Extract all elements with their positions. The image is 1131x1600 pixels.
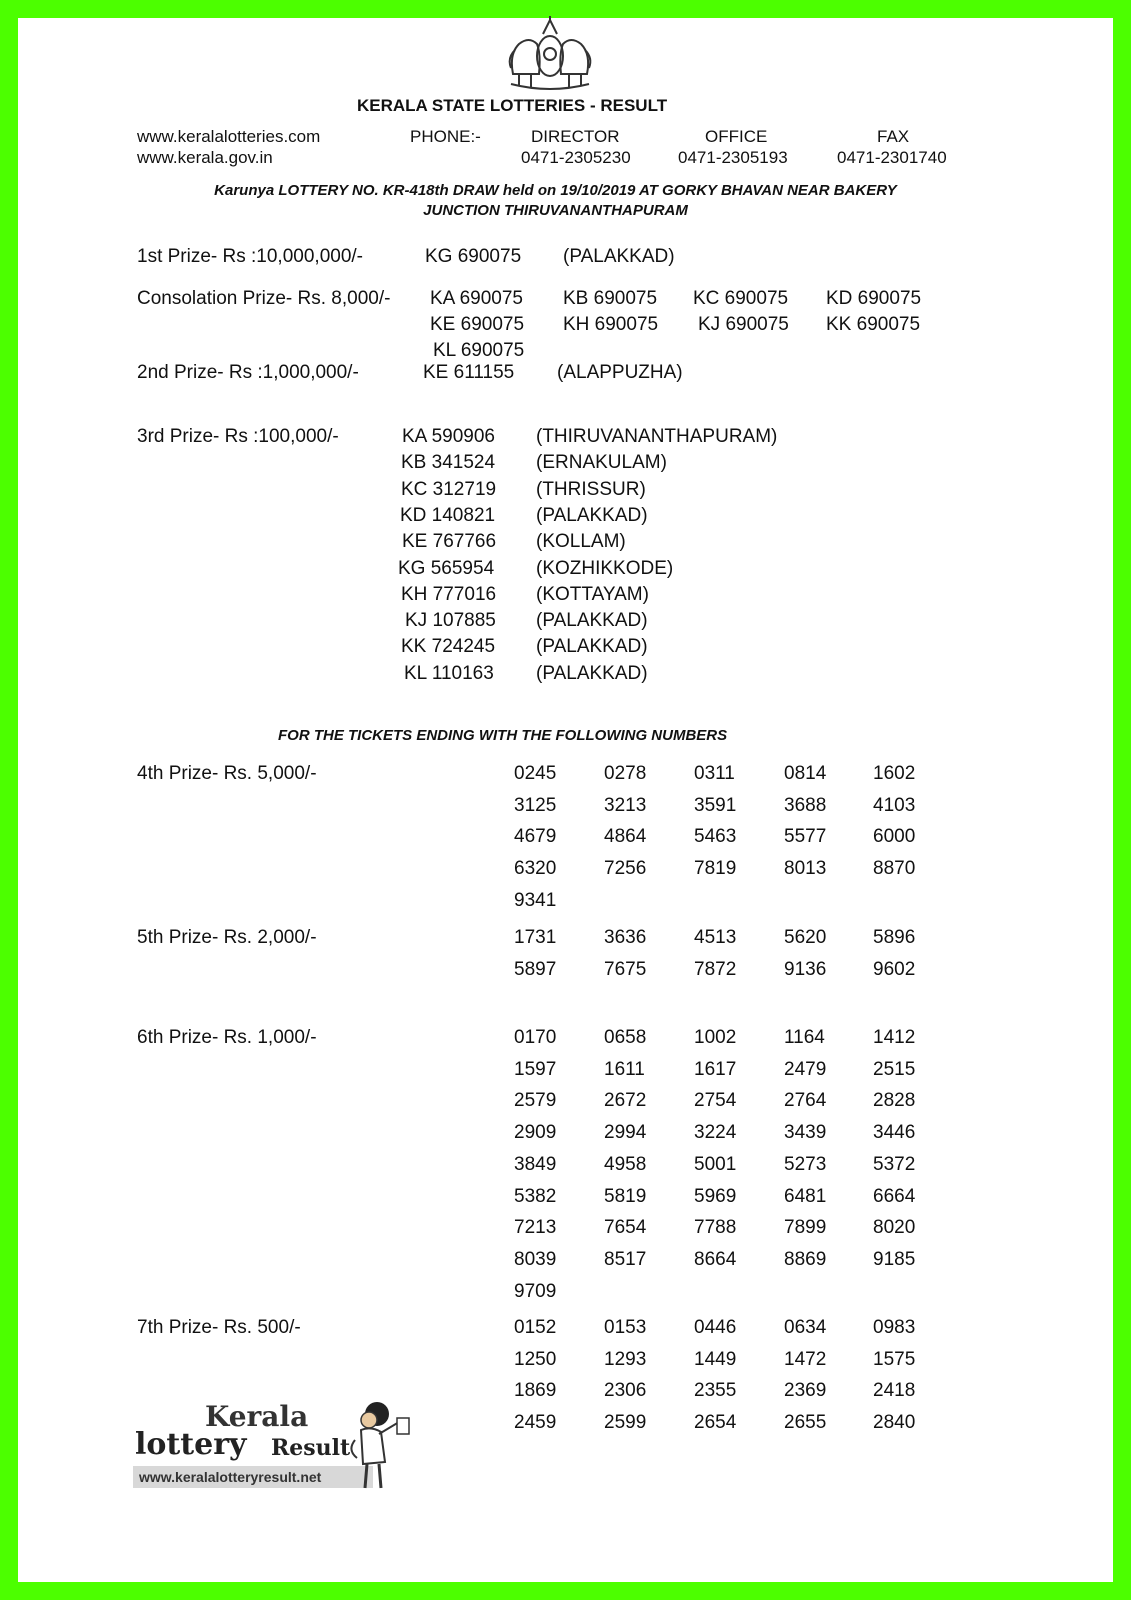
sixth-prize-number: 0658 [604, 1027, 647, 1048]
third-prize-place: (KOLLAM) [536, 531, 626, 553]
seventh-prize-number: 0634 [784, 1317, 827, 1338]
third-prize-place: (PALAKKAD) [536, 636, 648, 658]
sixth-prize-number: 6664 [873, 1185, 916, 1207]
third-prize-place: (PALAKKAD) [536, 662, 648, 684]
second-prize-label: 2nd Prize- Rs :1,000,000/- [137, 362, 359, 383]
first-prize-label: 1st Prize- Rs :10,000,000/- [137, 246, 363, 267]
fifth-prize-label: 5th Prize- Rs. 2,000/- [137, 927, 317, 948]
seventh-prize-number: 2355 [694, 1380, 737, 1402]
third-prize-ticket: KK 724245 [401, 636, 496, 658]
seventh-prize-number: 2654 [694, 1412, 737, 1434]
sixth-prize-number: 9185 [873, 1248, 916, 1270]
logo-word-result: Result [271, 1435, 351, 1461]
fifth-prize-number: 5896 [873, 927, 916, 948]
sixth-prize-number: 5382 [514, 1185, 557, 1207]
sixth-prize-number: 0170 [514, 1027, 557, 1048]
seventh-prize-number: 2840 [873, 1412, 916, 1434]
logo-word-lottery: lottery [135, 1427, 247, 1462]
logo-word-kerala: Kerala [205, 1400, 309, 1433]
seventh-prize-number: 1293 [604, 1348, 647, 1370]
sixth-prize-number: 1617 [694, 1058, 737, 1080]
fourth-prize-number: 6000 [873, 826, 916, 848]
fourth-prize-number: 0245 [514, 763, 557, 784]
page-title: KERALA STATE LOTTERIES - RESULT [357, 96, 668, 115]
kerala-state-emblem-icon [505, 14, 595, 96]
consolation-ticket: KB 690075 [563, 288, 658, 309]
sixth-prize-number: 8664 [694, 1248, 737, 1270]
fifth-prize-number: 5897 [514, 958, 557, 980]
third-prize-ticket: KJ 107885 [405, 610, 496, 632]
sixth-prize-number: 8020 [873, 1217, 916, 1239]
sixth-prize-number: 5819 [604, 1185, 647, 1207]
sixth-prize-number: 3439 [784, 1122, 827, 1144]
fourth-prize-number: 5463 [694, 826, 737, 848]
fourth-prize-number: 3591 [694, 794, 737, 816]
logo-url: www.keralalotteryresult.net [133, 1466, 373, 1488]
third-prize-ticket: KD 140821 [400, 504, 496, 526]
consolation-ticket: KD 690075 [826, 288, 922, 309]
third-prize-place: (PALAKKAD) [536, 610, 648, 632]
fifth-prize-number: 7675 [604, 958, 647, 980]
third-prize-ticket: KE 767766 [402, 531, 497, 553]
fax-label: FAX [877, 127, 910, 146]
third-prize-ticket: KA 590906 [402, 426, 495, 447]
seventh-prize-number: 2369 [784, 1380, 827, 1402]
seventh-prize-number: 0152 [514, 1317, 557, 1338]
consolation-ticket: KJ 690075 [698, 314, 789, 335]
seventh-prize-number: 0153 [604, 1317, 647, 1338]
seventh-prize-number: 2655 [784, 1412, 827, 1434]
sixth-prize-number: 5273 [784, 1153, 827, 1175]
sixth-prize-number: 2672 [604, 1090, 647, 1112]
seventh-prize-number: 1869 [514, 1380, 557, 1402]
fifth-prize-number: 9602 [873, 958, 916, 980]
sixth-prize-number: 5969 [694, 1185, 737, 1207]
third-prize-ticket: KL 110163 [404, 662, 494, 684]
sixth-prize-number: 2764 [784, 1090, 827, 1112]
third-prize-ticket: KG 565954 [398, 557, 495, 579]
kerala-lottery-result-logo [133, 1400, 423, 1492]
sixth-prize-number: 5372 [873, 1153, 916, 1175]
draw-info-line1: Karunya LOTTERY NO. KR-418th DRAW held on 19/10/2019 AT GORKY BHAVAN NEAR BAKERY [214, 182, 897, 199]
consolation-ticket: KE 690075 [430, 314, 525, 335]
fourth-prize-number: 0311 [694, 763, 735, 784]
sixth-prize-number: 2909 [514, 1122, 557, 1144]
fourth-prize-number: 9341 [514, 889, 557, 911]
seventh-prize-number: 2599 [604, 1412, 647, 1434]
phone-label: PHONE:- [410, 127, 481, 146]
sixth-prize-number: 4958 [604, 1153, 647, 1175]
sixth-prize-number: 7788 [694, 1217, 737, 1239]
fourth-prize-number: 3213 [604, 794, 647, 816]
consolation-ticket: KC 690075 [693, 288, 789, 309]
consolation-ticket: KA 690075 [430, 288, 523, 309]
seventh-prize-number: 2306 [604, 1380, 647, 1402]
director-phone: 0471-2305230 [521, 148, 631, 167]
sixth-prize-number: 1412 [873, 1027, 916, 1048]
sixth-prize-number: 1002 [694, 1027, 737, 1048]
fifth-prize-number: 4513 [694, 927, 737, 948]
fourth-prize-number: 3125 [514, 794, 557, 816]
director-label: DIRECTOR [531, 127, 620, 146]
draw-info-line2: JUNCTION THIRUVANANTHAPURAM [423, 202, 688, 219]
sixth-prize-number: 8039 [514, 1248, 557, 1270]
sixth-prize-number: 1597 [514, 1058, 557, 1080]
fifth-prize-number: 5620 [784, 927, 827, 948]
third-prize-ticket: KH 777016 [401, 583, 497, 605]
fourth-prize-number: 8870 [873, 858, 916, 880]
seventh-prize-number: 1575 [873, 1348, 916, 1370]
second-prize-place: (ALAPPUZHA) [557, 362, 683, 383]
fourth-prize-number: 7819 [694, 858, 737, 880]
fourth-prize-number: 5577 [784, 826, 827, 848]
sixth-prize-number: 2515 [873, 1058, 916, 1080]
third-prize-place: (KOZHIKKODE) [536, 557, 674, 579]
sixth-prize-number: 9709 [514, 1280, 557, 1302]
first-prize-ticket: KG 690075 [425, 246, 522, 267]
third-prize-ticket: KC 312719 [401, 478, 497, 500]
website-link-1[interactable]: www.keralalotteries.com [137, 127, 321, 146]
website-link-2[interactable]: www.kerala.gov.in [137, 148, 273, 167]
fourth-prize-number: 8013 [784, 858, 827, 880]
fifth-prize-number: 3636 [604, 927, 647, 948]
fourth-prize-number: 7256 [604, 858, 647, 880]
sixth-prize-number: 2994 [604, 1122, 647, 1144]
lottery-seller-figure-icon [349, 1400, 419, 1492]
sixth-prize-number: 3849 [514, 1153, 557, 1175]
ending-numbers-note: FOR THE TICKETS ENDING WITH THE FOLLOWING NUMBERS [278, 727, 728, 744]
seventh-prize-number: 2418 [873, 1380, 916, 1402]
consolation-ticket: KL 690075 [433, 340, 525, 361]
sixth-prize-number: 7213 [514, 1217, 557, 1239]
third-prize-place: (THIRUVANANTHAPURAM) [536, 426, 778, 447]
sixth-prize-number: 2479 [784, 1058, 827, 1080]
consolation-ticket: KH 690075 [563, 314, 659, 335]
seventh-prize-number: 1449 [694, 1348, 737, 1370]
sixth-prize-number: 2579 [514, 1090, 557, 1112]
third-prize-place: (THRISSUR) [536, 478, 646, 500]
fifth-prize-number: 9136 [784, 958, 827, 980]
seventh-prize-number: 1250 [514, 1348, 557, 1370]
second-prize-ticket: KE 611155 [423, 362, 515, 383]
sixth-prize-number: 8517 [604, 1248, 647, 1270]
fourth-prize-number: 4864 [604, 826, 647, 848]
sixth-prize-number: 7654 [604, 1217, 647, 1239]
sixth-prize-number: 6481 [784, 1185, 827, 1207]
fourth-prize-number: 4103 [873, 794, 916, 816]
fourth-prize-number: 3688 [784, 794, 827, 816]
fax-phone: 0471-2301740 [837, 148, 947, 167]
consolation-prize-label: Consolation Prize- Rs. 8,000/- [137, 288, 391, 309]
sixth-prize-number: 8869 [784, 1248, 827, 1270]
seventh-prize-label: 7th Prize- Rs. 500/- [137, 1317, 301, 1338]
sixth-prize-number: 3224 [694, 1122, 737, 1144]
sixth-prize-number: 2754 [694, 1090, 737, 1112]
sixth-prize-number: 5001 [694, 1153, 737, 1175]
fourth-prize-number: 1602 [873, 763, 916, 784]
sixth-prize-number: 3446 [873, 1122, 916, 1144]
seventh-prize-number: 1472 [784, 1348, 827, 1370]
third-prize-ticket: KB 341524 [401, 452, 496, 474]
seventh-prize-number: 2459 [514, 1412, 557, 1434]
sixth-prize-number: 7899 [784, 1217, 827, 1239]
sixth-prize-number: 1164 [784, 1027, 825, 1048]
first-prize-place: (PALAKKAD) [563, 246, 675, 267]
third-prize-place: (ERNAKULAM) [536, 452, 667, 474]
fourth-prize-number: 4679 [514, 826, 557, 848]
fourth-prize-number: 0814 [784, 763, 827, 784]
fourth-prize-number: 6320 [514, 858, 557, 880]
sixth-prize-number: 1611 [604, 1058, 645, 1080]
office-phone: 0471-2305193 [678, 148, 788, 167]
third-prize-place: (KOTTAYAM) [536, 583, 649, 605]
third-prize-label: 3rd Prize- Rs :100,000/- [137, 426, 339, 447]
seventh-prize-number: 0983 [873, 1317, 916, 1338]
fourth-prize-number: 0278 [604, 763, 647, 784]
third-prize-place: (PALAKKAD) [536, 504, 648, 526]
fourth-prize-label: 4th Prize- Rs. 5,000/- [137, 763, 317, 784]
sixth-prize-label: 6th Prize- Rs. 1,000/- [137, 1027, 317, 1048]
office-label: OFFICE [705, 127, 768, 146]
consolation-ticket: KK 690075 [826, 314, 921, 335]
seventh-prize-number: 0446 [694, 1317, 737, 1338]
sixth-prize-number: 2828 [873, 1090, 916, 1112]
fifth-prize-number: 1731 [514, 927, 557, 948]
fifth-prize-number: 7872 [694, 958, 737, 980]
